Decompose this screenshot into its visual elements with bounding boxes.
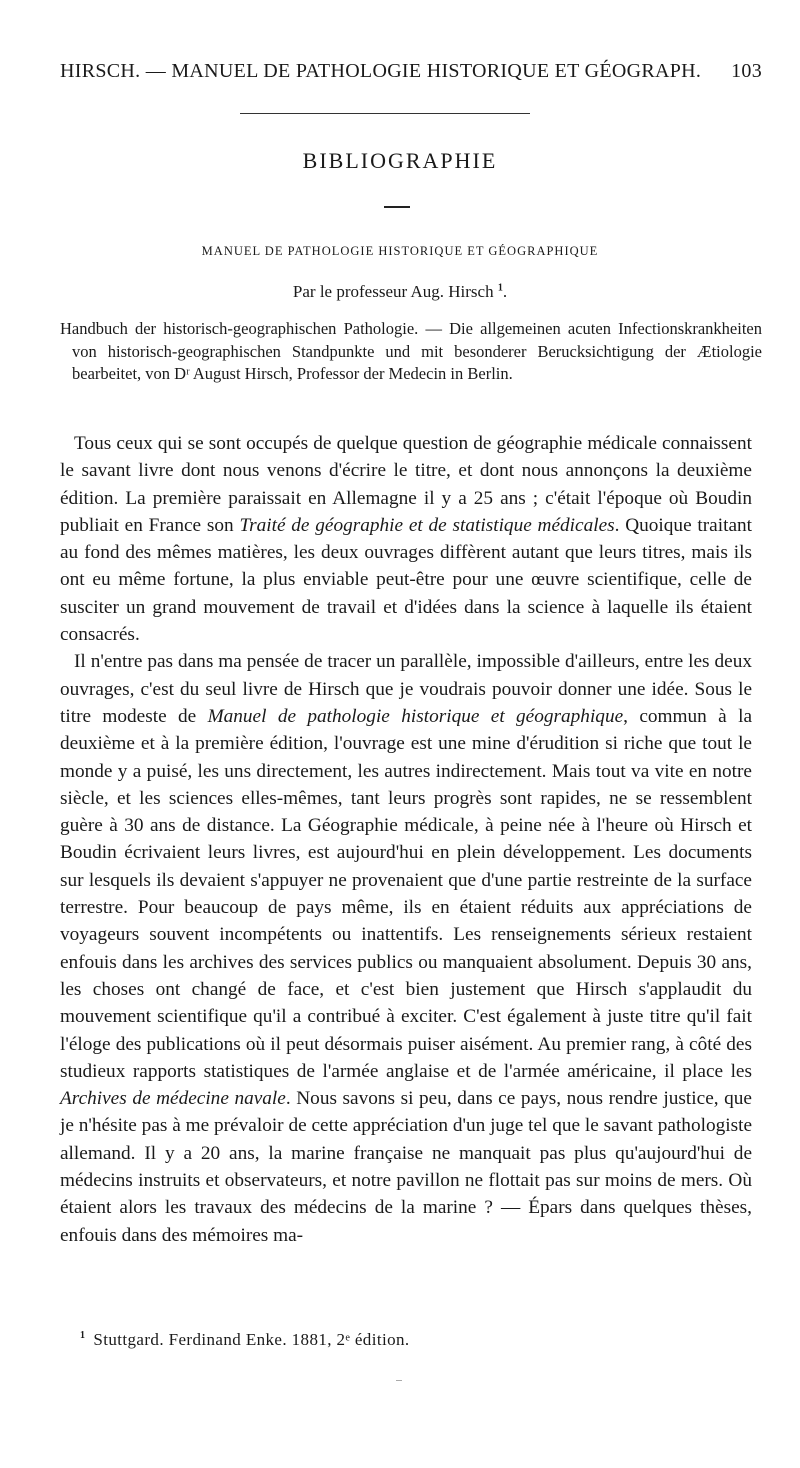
title-dash	[384, 206, 410, 208]
footnote-mark: 1	[80, 1330, 86, 1342]
bottom-mark	[396, 1380, 402, 1385]
paragraph-2	[60, 648, 752, 1249]
bibliographic-reference: Handbuch der historisch-geographischen Pathologie. — Die allgemeinen acuten Infectionskrankheiten von historisch-geographischen Standpunkte und mit besonderer Berucksichtigung der Ætiologie bearbeitet, von Dʳ August Hirsch, Professor der Medecin in Berlin.	[60, 319, 762, 383]
p1-text-a: Tous ceux qui se sont occupés de quelque question de géographie médicale connaissent le savant livre dont nous venons d'écrire le titre, et dont nous annonçons la deuxième édition. La première paraissait en Allemagne il y a 25 ans ; c'était l'époque où Boudin publiait en France son	[60, 433, 752, 536]
p1-book-title: Traité de géographie et de statistique médicales	[239, 514, 615, 536]
p2-journal-title: Archives de médecine navale	[60, 1088, 286, 1110]
p2-text-c: . Nous savons si peu, dans ce pays, nous rendre justice, que je n'hésite pas à me prévaloir de cette appréciation d'un juge tel que le savant pathologiste allemand. Il y a 20 ans, la marine française ne manquait pas plus qu'aujourd'hui de médecins instruits et observateurs, et notre pavillon ne flottait pas sur moins de mers. Où étaient alors les travaux des médecins de la marine ? — Épars dans quelques thèses, enfouis dans des mémoires ma-	[60, 1088, 752, 1246]
page-number: 103	[731, 60, 762, 82]
byline-text: Par le professeur Aug. Hirsch	[292, 282, 494, 301]
byline	[0, 282, 800, 302]
section-title: BIBLIOGRAPHIE	[302, 148, 498, 173]
p2-book-title: Manuel de pathologie historique et géographique	[207, 705, 624, 727]
article-subtitle: MANUEL DE PATHOLOGIE HISTORIQUE ET GÉOGRAPHIQUE	[201, 244, 599, 258]
footnote-text: Stuttgard. Ferdinand Enke. 1881, 2ᵉ édition.	[93, 1330, 410, 1349]
header-rule	[240, 113, 530, 114]
byline-period: .	[502, 282, 508, 301]
footnote	[80, 1330, 410, 1350]
running-head	[60, 60, 762, 88]
p2-text-b: , commun à la deuxième et à la première édition, l'ouvrage est une mine d'érudition si riche que tout le monde y a puisé, les uns directement, les autres indirectement. Mais tout va vite en notre siècle, et les sciences elles-mêmes, tant leurs progrès sont rapides, ne se ressemblent guère à 30 ans de distance. La Géographie médicale, à peine née à l'heure où Hirsch et Boudin écrivaient leurs livres, est aujourd'hui en plein développement. Les documents sur lesquels ils devaient s'appuyer ne provenaient que d'une partie restreinte de la surface terrestre. Pour beaucoup de pays même, ils en étaient réduits aux appréciations de voyageurs souvent incompétents ou inattentifs. Les renseignements sérieux restaient enfouis dans les archives des services publics ou manquaient absolument. Depuis 30 ans, les choses ont changé de face, et c'est bien justement que Hirsch s'applaudit du mouvement scientifique qu'il a contribué à exciter. C'est également à juste titre qu'il fait l'éloge des publications où il peut désormais puiser aisément. Au premier rang, à côté des studieux rapports statistiques de l'armée anglaise et de l'armée américaine, il place les	[60, 705, 752, 1082]
p1-text-b: . Quoique traitant au fond des mêmes matières, les deux ouvrages diffèrent autant que leurs titres, mais ils ont eu même fortune, la plus enviable peut-être pour une œuvre scientifique, celle de susciter un grand mouvement de travail et d'idées dans la science à laquelle ils étaient consacrés.	[60, 514, 753, 646]
p2-text-a: Il n'entre pas dans ma pensée de tracer un parallèle, impossible d'ailleurs, entre les deux ouvrages, c'est du seul livre de Hirsch que je voudrais pouvoir donner une idée. Sous le titre modeste de	[60, 651, 752, 727]
byline-note-mark: 1	[497, 282, 503, 294]
article-body	[60, 430, 752, 1249]
paragraph-1	[60, 430, 752, 648]
running-head-title: HIRSCH. — MANUEL DE PATHOLOGIE HISTORIQUE ET GÉOGRAPH.	[60, 60, 702, 82]
